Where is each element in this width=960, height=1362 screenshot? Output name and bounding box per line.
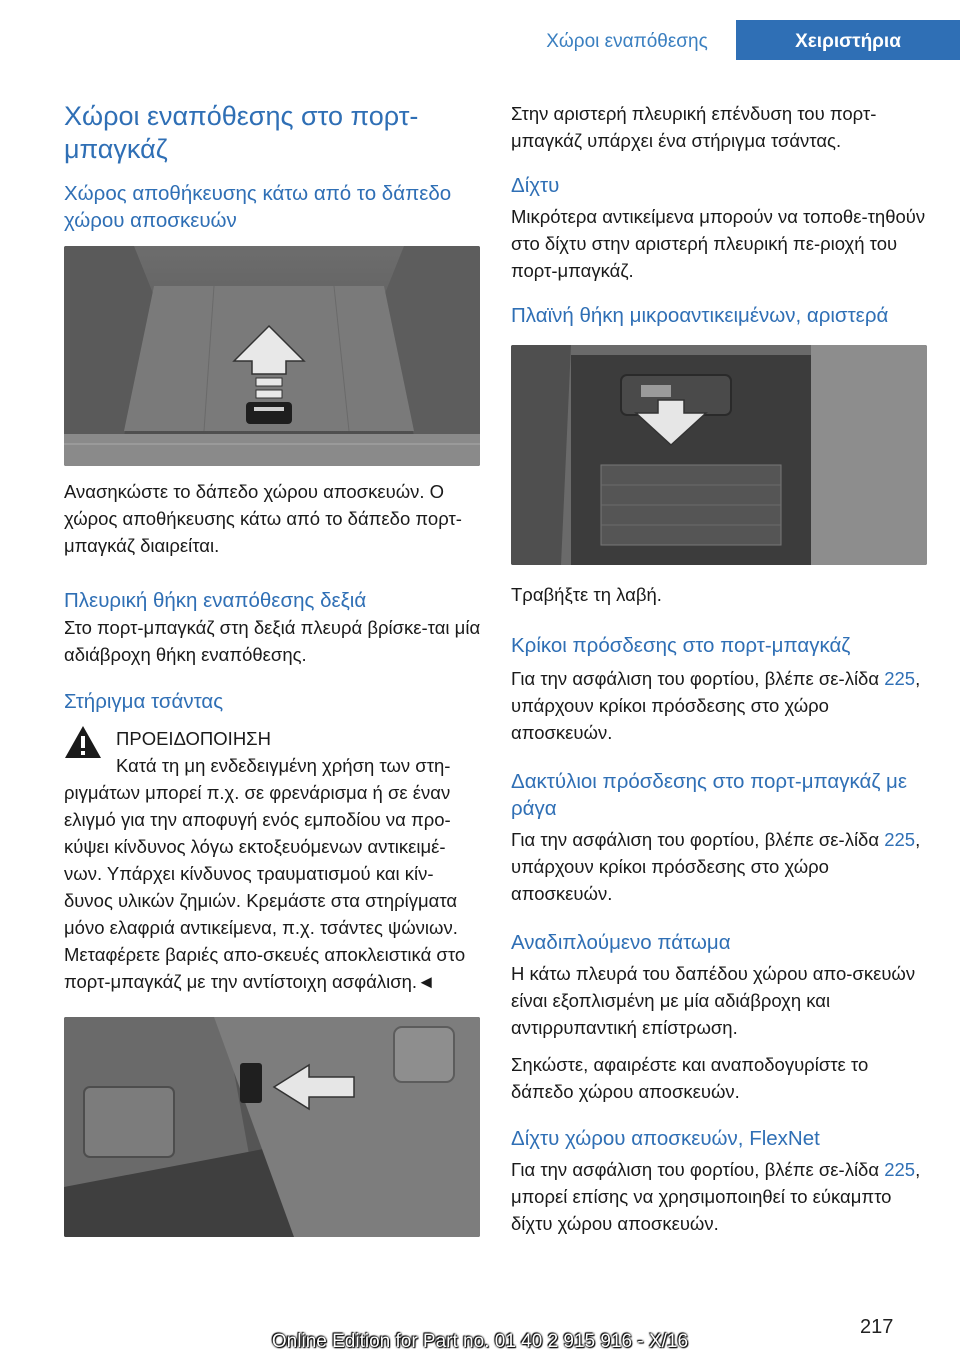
left-compartment-image	[511, 345, 927, 565]
page-number: 217	[860, 1316, 894, 1338]
header-section-link[interactable]: Χώροι εναπόθεσης	[546, 31, 708, 52]
paragraph-flexnet: Για την ασφάλιση του φορτίου, βλέπε σε-λίδα 225, μπορεί επίσης να χρησιμοποιηθεί το εύκαμπτο δίχτυ χώρου αποσκευών.	[511, 1159, 921, 1234]
warning-title: ΠΡΟΕΙΔΟΠΟΙΗΣΗ	[116, 728, 271, 749]
edition-footer: Online Edition for Part no. 01 40 2 915 916 - X/16	[271, 1331, 689, 1352]
warning-triangle-icon	[64, 725, 102, 759]
trunk-floor-image	[64, 246, 480, 466]
paragraph-rail-rings: Για την ασφάλιση του φορτίου, βλέπε σε-λίδα 225, υπάρχουν κρίκοι πρόσδεσης στο χώρο αποσκευών.	[511, 829, 921, 904]
paragraph-net: Μικρότερα αντικείμενα μπορούν να τοποθε-τηθούν στο δίχτυ στην αριστερή πλευρική πε-ριοχή του πορτ-μπαγκάζ.	[511, 206, 926, 281]
heading-right-side-compartment: Πλευρική θήκη εναπόθεσης δεξιά	[64, 589, 367, 612]
page-link-225[interactable]: 225	[884, 829, 916, 850]
heading-folding-floor: Αναδιπλούμενο πάτωμα	[511, 931, 731, 954]
paragraph-pull-handle: Τραβήξτε τη λαβή.	[511, 584, 662, 605]
paragraph-bag-hook-location: Στην αριστερή πλευρική επένδυση του πορτ-μπαγκάζ υπάρχει ένα στήριγμα τσάντας.	[511, 103, 877, 151]
heading-flexnet: Δίχτυ χώρου αποσκευών, FlexNet	[511, 1127, 820, 1150]
heading-bag-hook: Στήριγμα τσάντας	[64, 690, 224, 713]
paragraph-floor-coating: Η κάτω πλευρά του δαπέδου χώρου απο-σκευών είναι εξοπλισμένη με μία αδιάβροχη και αντιρρυπαντική επίστρωση.	[511, 963, 916, 1038]
warning-block	[64, 725, 482, 752]
left-column	[64, 100, 482, 1237]
page-link-225[interactable]: 225	[884, 668, 916, 689]
bag-hook-image	[64, 1017, 480, 1237]
paragraph-right-compartment: Στο πορτ-μπαγκάζ στη δεξιά πλευρά βρίσκε-ται μία αδιάβροχη θήκη εναπόθεσης.	[64, 617, 481, 665]
paragraph-underfloor: Ανασηκώστε το δάπεδο χώρου αποσκευών. Ο χώρος αποθήκευσης κάτω από το δάπεδο πορτ-μπαγκάζ διαιρείται.	[64, 481, 462, 556]
paragraph-tie-down-rings: Για την ασφάλιση του φορτίου, βλέπε σε-λίδα 225, υπάρχουν κρίκοι πρόσδεσης στο χώρο αποσκευών.	[511, 668, 921, 743]
heading-rail-rings: Δακτύλιοι πρόσδεσης στο πορτ-μπαγκάζ με ράγα	[511, 770, 908, 820]
heading-net: Δίχτυ	[511, 174, 560, 197]
header-chapter-tab[interactable]: Χειριστήρια	[736, 20, 960, 60]
page-title: Χώροι εναπόθεσης στο πορτ-μπαγκάζ	[64, 101, 419, 164]
heading-underfloor-storage: Χώρος αποθήκευσης κάτω από το δάπεδο χώρου αποσκευών	[64, 182, 452, 232]
warning-text: Κατά τη μη ενδεδειγμένη χρήση των στη-ριγμάτων μπορεί π.χ. σε φρενάρισμα ή σε έναν ελιγμό για την αποφυγή ενός εμποδίου να προ-κύψει κίνδυνος λόγω εκτοξευόμενων αντικειμέ-νων. Υπάρχει κίνδυνος τραυματισμού και κίν-δυνος υλικών ζημιών. Κρεμάστε στα στηρίγματα μόνο ελαφριά αντικείμενα, π.χ. τσάντες ψώνιων. Μεταφέρετε βαριές απο-σκευές αποκλειστικά στο πορτ-μπαγκάζ με την αντίστοιχη ασφάλιση.◄	[64, 755, 466, 992]
right-column	[511, 100, 929, 1237]
heading-tie-down-rings: Κρίκοι πρόσδεσης στο πορτ-μπαγκάζ	[511, 634, 851, 657]
paragraph-floor-flip: Σηκώστε, αφαιρέστε και αναποδογυρίστε το δάπεδο χώρου αποσκευών.	[511, 1054, 869, 1102]
page-link-225[interactable]: 225	[884, 1159, 916, 1180]
heading-left-side-compartment: Πλαϊνή θήκη μικροαντικειμένων, αριστερά	[511, 304, 889, 327]
